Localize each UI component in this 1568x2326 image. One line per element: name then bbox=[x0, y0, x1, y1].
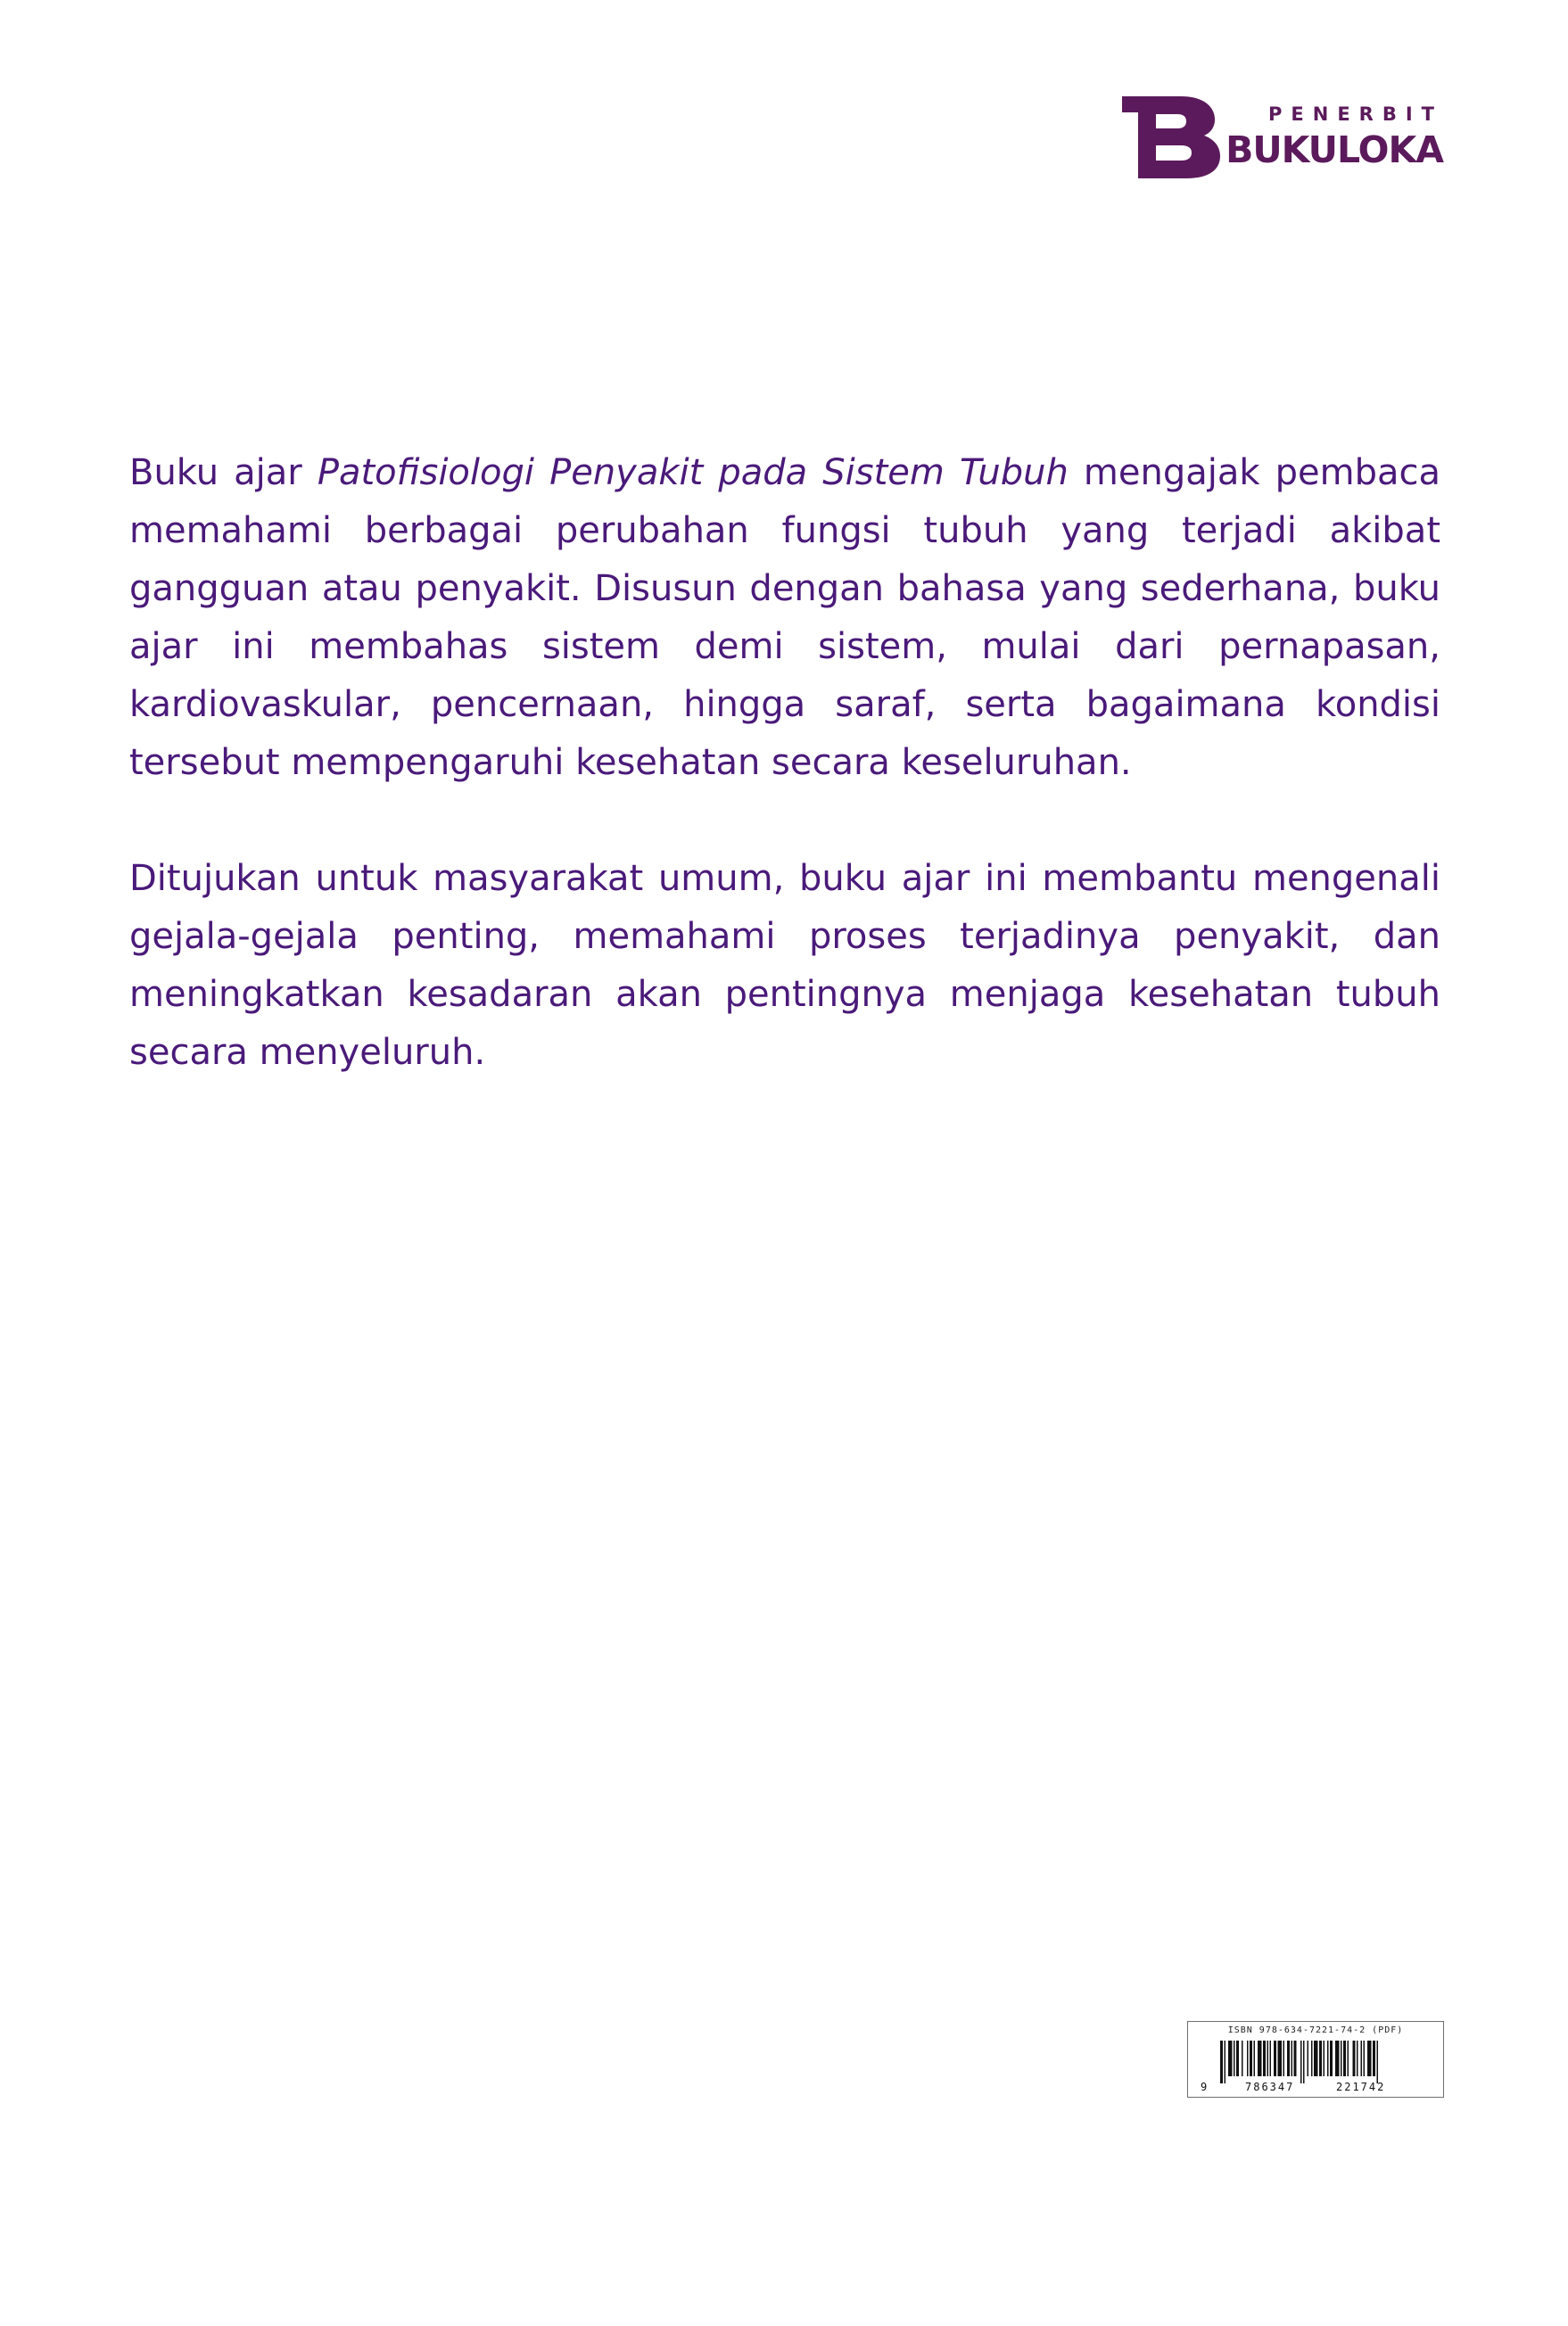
barcode-bar bbox=[1303, 2041, 1305, 2083]
barcode-bar bbox=[1373, 2041, 1375, 2076]
barcode-bar bbox=[1278, 2041, 1283, 2076]
book-description bbox=[129, 444, 1440, 1140]
barcode-bar bbox=[1311, 2041, 1313, 2076]
barcode-bar bbox=[1234, 2041, 1235, 2076]
barcode-bar bbox=[1225, 2041, 1226, 2083]
barcode-bar bbox=[1254, 2041, 1256, 2076]
barcode-bar bbox=[1314, 2041, 1318, 2076]
barcode-bar bbox=[1341, 2041, 1342, 2076]
description-paragraph-2: Ditujukan untuk masyarakat umum, buku ajar ini membantu mengenali gejala-gejala penting, memahami proses terjadinya penyakit, dan meningkatkan kesadaran akan pentingnya menjaga kesehatan tubuh secara menyeluruh. bbox=[129, 858, 1440, 1073]
barcode-bar bbox=[1220, 2041, 1223, 2083]
barcode-bar bbox=[1357, 2041, 1358, 2076]
barcode-bar bbox=[1247, 2041, 1249, 2076]
barcode-bar bbox=[1270, 2041, 1272, 2076]
barcode-bar bbox=[1287, 2041, 1290, 2076]
barcode-bar bbox=[1267, 2041, 1269, 2076]
barcode-bar bbox=[1294, 2041, 1297, 2076]
description-paragraph-1 bbox=[129, 444, 1440, 792]
book-title-italic: Patofisiologi Penyakit pada Sistem Tubuh bbox=[317, 452, 1069, 493]
isbn-lead-digit: 9 bbox=[1201, 2081, 1208, 2093]
barcode-bar bbox=[1258, 2041, 1262, 2076]
barcode-bar bbox=[1228, 2041, 1233, 2076]
barcode-bar bbox=[1242, 2041, 1243, 2076]
barcode-bar bbox=[1343, 2041, 1346, 2076]
barcode-bar bbox=[1335, 2041, 1340, 2076]
paragraph1-rest: mengajak pembaca memahami berbagai perubahan fungsi tubuh yang terjadi akibat gangguan atau penyakit. Disusun dengan bahasa yang sederhana, buku ajar ini membahas sistem demi sistem, mulai dari pernapasan, kardiovaskular, pencernaan, hingga saraf, serta bagaimana kondisi tersebut mempengaruhi kesehatan secara keseluruhan. bbox=[129, 452, 1440, 783]
barcode-bar bbox=[1236, 2041, 1239, 2076]
barcode-bar bbox=[1330, 2041, 1333, 2076]
barcode-bar bbox=[1274, 2041, 1276, 2076]
barcode-bar bbox=[1364, 2041, 1366, 2076]
isbn-label: ISBN 978-634-7221-74-2 (PDF) bbox=[1227, 2025, 1404, 2035]
logo-penerbit-text: PENERBIT bbox=[1268, 103, 1443, 125]
barcode-bar bbox=[1308, 2041, 1309, 2076]
barcode-bar bbox=[1361, 2041, 1363, 2076]
barcode-bars bbox=[1220, 2041, 1420, 2083]
barcode-bar bbox=[1263, 2041, 1266, 2076]
logo-bukuloka-text: BUKULOKA bbox=[1226, 128, 1443, 171]
barcode-bar bbox=[1348, 2041, 1349, 2076]
barcode-bar bbox=[1377, 2041, 1379, 2083]
barcode-bar bbox=[1324, 2041, 1325, 2076]
barcode-bar bbox=[1367, 2041, 1372, 2076]
isbn-left-digits: 786347 bbox=[1245, 2081, 1295, 2093]
barcode-bar bbox=[1292, 2041, 1293, 2076]
barcode-bar bbox=[1327, 2041, 1329, 2076]
logo-b-mark bbox=[1122, 96, 1222, 178]
isbn-right-digits: 221742 bbox=[1336, 2081, 1386, 2093]
barcode-bar bbox=[1300, 2041, 1302, 2083]
paragraph1-lead: Buku ajar bbox=[129, 452, 318, 493]
barcode-bar bbox=[1319, 2041, 1322, 2076]
barcode-bar bbox=[1250, 2041, 1252, 2076]
barcode-bar bbox=[1283, 2041, 1285, 2076]
isbn-barcode-box bbox=[1187, 2021, 1444, 2098]
publisher-logo bbox=[1122, 96, 1443, 178]
barcode-bar bbox=[1353, 2041, 1356, 2076]
